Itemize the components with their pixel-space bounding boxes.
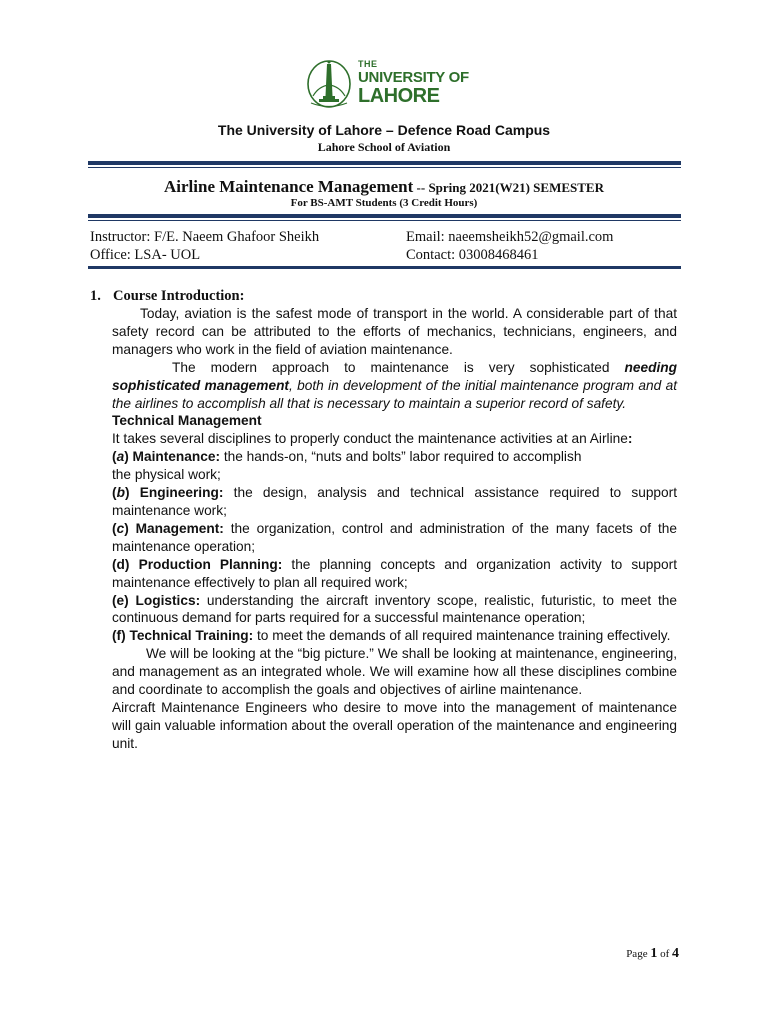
logo-wordmark — [358, 60, 469, 106]
logo-line-3: LAHORE — [358, 85, 440, 107]
university-logo — [305, 58, 470, 112]
list-item-management — [112, 520, 677, 556]
intro-paragraph-2 — [112, 359, 677, 413]
section-heading — [90, 288, 244, 305]
item-a-label: (a) Maintenance: — [112, 449, 221, 465]
item-d-label: (d) Production Planning: — [112, 556, 283, 572]
item-a-text: the hands-on, “nuts and bolts” labor required to accomplish — [220, 449, 582, 465]
course-semester: -- Spring 2021(W21) SEMESTER — [413, 180, 604, 195]
list-item-logistics — [112, 592, 677, 628]
item-e-label: (e) Logistics: — [112, 592, 201, 608]
intro-paragraph-4: Aircraft Maintenance Engineers who desire to move into the management of maintenance will gain valuable information about the overall operation of the maintenance and engineering unit. — [112, 699, 677, 751]
logo-line-1: THE — [358, 59, 378, 69]
instructor-office: Office: LSA- UOL — [90, 247, 201, 263]
technical-management-intro — [112, 430, 677, 448]
page-label: Page — [626, 948, 651, 960]
course-audience: For BS-AMT Students (3 Credit Hours) — [290, 197, 478, 209]
p2-plain: The modern approach to maintenance is very sophisticated — [172, 359, 625, 375]
course-title — [0, 177, 768, 197]
title-rule-thin — [88, 220, 681, 221]
item-d-text: the planning concepts and organization activity to support maintenance effectively to plan all required work; — [112, 556, 677, 590]
list-item-maintenance — [112, 448, 677, 484]
instructor-contact: Contact: 03008468461 — [406, 247, 539, 263]
item-a-text-2: the physical work; — [112, 467, 221, 483]
p2-rest: , both in development of the initial maintenance program and at the airlines to accomplish all that is necessary to maintain a superior record of safety. — [112, 377, 677, 411]
tech-intro-text: It takes several disciplines to properly conduct the maintenance activities at an Airline — [112, 431, 628, 447]
intro-paragraph-3: We will be looking at the “big picture.” We shall be looking at maintenance, engineering, and management as an integrated whole. We will examine how all these disciplines combine and coordinate to accomplish the goals and objectives of airline maintenance. — [112, 646, 677, 698]
school-name: Lahore School of Aviation — [317, 140, 451, 154]
item-f-label: (f) Technical Training: — [112, 628, 254, 644]
intro-paragraph-1: Today, aviation is the safest mode of transport in the world. A considerable part of that safety record can be attributed to the efforts of mechanics, technicians, engineers, and managers who work in the field of aviation maintenance. — [112, 306, 677, 357]
section-number: 1. — [90, 288, 101, 304]
header-rule-thick — [88, 161, 681, 165]
page-number — [626, 946, 679, 962]
current-page: 1 — [650, 946, 658, 961]
list-item-engineering — [112, 484, 677, 520]
technical-management-heading: Technical Management — [112, 413, 262, 429]
course-name: Airline Maintenance Management — [164, 177, 414, 196]
instructor-name: Instructor: F/E. Naeem Ghafoor Sheikh — [90, 229, 320, 245]
p2-bold: needing sophisticated management — [112, 359, 677, 393]
list-item-technical-training — [112, 627, 677, 645]
total-pages: 4 — [672, 946, 679, 961]
title-rule-thick — [88, 214, 681, 218]
course-introduction-body — [112, 305, 677, 753]
info-rule — [88, 266, 681, 269]
instructor-email: Email: naeemsheikh52@gmail.com — [406, 229, 614, 245]
header-rule-thin — [88, 167, 681, 168]
item-b-text: the design, analysis and technical assistance required to support maintenance work; — [112, 485, 678, 518]
list-item-production-planning — [112, 556, 677, 592]
item-c-label: (c) Management: — [112, 520, 224, 536]
item-e-text: understanding the aircraft inventory scope, realistic, futuristic, to meet the continuous demand for parts required for a successful maintenance operation; — [112, 592, 677, 626]
item-f-text: to meet the demands of all required maintenance training effectively. — [253, 628, 671, 644]
item-c-text: the organization, control and administration of the many facets of the maintenance operation; — [112, 520, 677, 554]
item-b-label: (b) Engineering: — [112, 485, 224, 501]
minar-e-pakistan-emblem-icon — [305, 58, 355, 112]
tech-intro-colon: : — [627, 431, 633, 447]
campus-title: The University of Lahore – Defence Road Campus — [217, 122, 551, 138]
logo-line-2: UNIVERSITY OF — [358, 69, 469, 86]
section-title: Course Introduction: — [113, 288, 245, 304]
of-label: of — [657, 948, 672, 960]
